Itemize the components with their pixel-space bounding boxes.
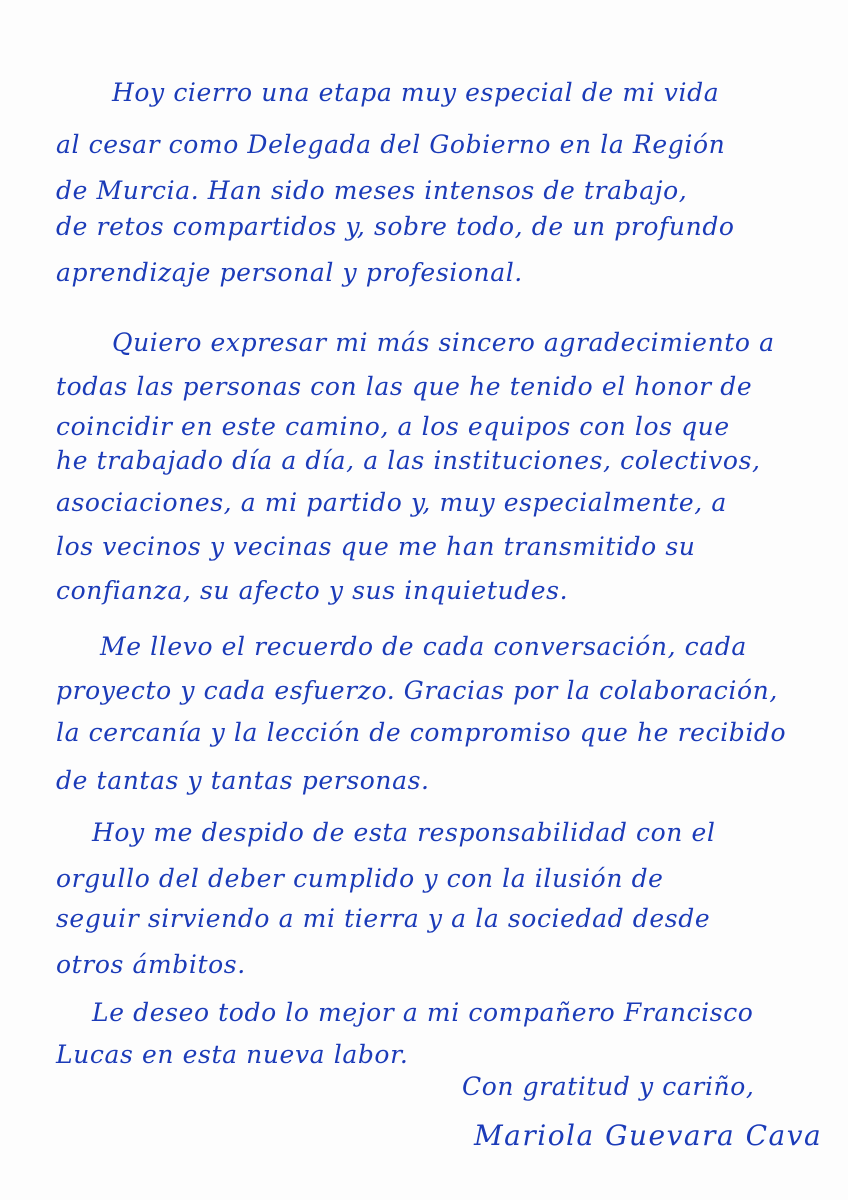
letter-line: seguir sirviendo a mi tierra y a la sociedad desde (56, 904, 711, 933)
letter-line: todas las personas con las que he tenido el honor de (56, 372, 753, 401)
letter-line: aprendizaje personal y profesional. (56, 258, 523, 287)
letter-line: los vecinos y vecinas que me han transmitido su (56, 532, 696, 561)
letter-line: orgullo del deber cumplido y con la ilusión de (56, 864, 664, 893)
letter-line: he trabajado día a día, a las instituciones, colectivos, (56, 446, 761, 475)
letter-line: al cesar como Delegada del Gobierno en la Región (56, 130, 726, 159)
letter-closing: Con gratitud y cariño, (462, 1072, 755, 1101)
letter-line: Hoy me despido de esta responsabilidad con el (92, 818, 716, 847)
letter-line: de retos compartidos y, sobre todo, de un profundo (56, 212, 735, 241)
letter-line: Le deseo todo lo mejor a mi compañero Francisco (92, 998, 754, 1027)
letter-line: otros ámbitos. (56, 950, 246, 979)
letter-line: de Murcia. Han sido meses intensos de trabajo, (56, 176, 688, 205)
letter-line: Quiero expresar mi más sincero agradecimiento a (112, 328, 775, 357)
signature-name: Mariola Guevara Cava (474, 1119, 823, 1152)
letter-line: coincidir en este camino, a los equipos con los que (56, 412, 730, 441)
letter-line: asociaciones, a mi partido y, muy especialmente, a (56, 488, 727, 517)
letter-line: la cercanía y la lección de compromiso que he recibido (56, 718, 787, 747)
letter-line: Lucas en esta nueva labor. (56, 1040, 409, 1069)
letter-line: proyecto y cada esfuerzo. Gracias por la colaboración, (56, 676, 778, 705)
letter-line: Me llevo el recuerdo de cada conversación, cada (100, 632, 747, 661)
letter-line: confianza, su afecto y sus inquietudes. (56, 576, 569, 605)
letter-line: Hoy cierro una etapa muy especial de mi vida (112, 78, 720, 107)
letter-line: de tantas y tantas personas. (56, 766, 430, 795)
